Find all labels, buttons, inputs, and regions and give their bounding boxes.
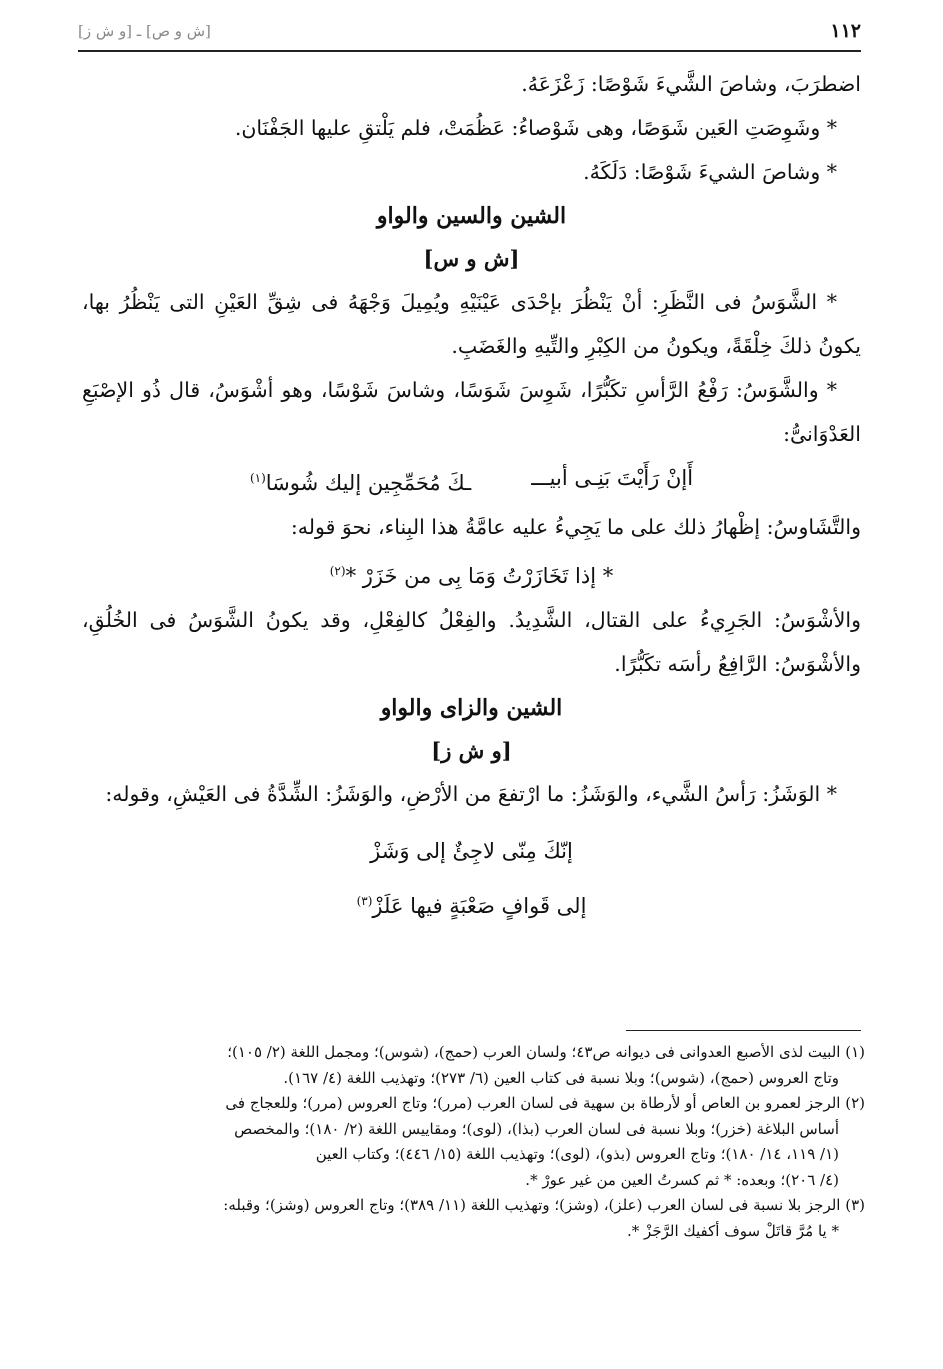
page-header [78, 14, 861, 52]
running-head: [ش و ص] ـ [و ش ز] [78, 22, 211, 40]
root-heading: [و ش ز] [431, 738, 512, 763]
verse-hemistich-right: أَإنْ رَأَيْتَ بَنِـى أبيـــ [531, 466, 694, 490]
footnote-divider [626, 1030, 861, 1031]
footnote-line: * يا مُرَّ قاتَلْ سوف أكفيك الرَّجَزْ *. [627, 1221, 839, 1240]
verse-line: إنّكَ مِنّى لاجِئٌ إلى وَشَزْ [370, 839, 573, 863]
page-number: ١١٢ [830, 20, 861, 42]
footnote-line: (٣) الرجز بلا نسبة فى لسان العرب (علز)، (وشز)؛ وتهذيب اللغة (١١/ ٣٨٩)؛ وتاج العروس (وشز)؛ وقبله: [223, 1196, 865, 1214]
verse-line: * إذا تَخَازَرْتُ وَمَا بِى من خَزَرْ *$^{(٢)}$ [329, 564, 614, 588]
footnote-marker: (٢) [329, 564, 346, 578]
footnotes [82, 1040, 865, 1244]
verse-hemistich-left: ـكَ مُحَمِّجِين إليك شُوسَا$^{(١)}$ [249, 471, 472, 495]
footnote-marker: (١) [249, 471, 266, 485]
paragraph: * وشاصَ الشيءَ شَوْصًا: دَلَكَهُ. [583, 160, 837, 184]
verse-line: إلى قَوافٍ صَعْبَةٍ فيها عَلَزْ$^{(٣)}$ [356, 894, 587, 918]
footnote-line: (٢) الرجز لعمرو بن العاص أو لأرطاة بن سهية فى لسان العرب (مرر)؛ وتاج العروس (مرر)؛ وللعجاج فى [225, 1094, 865, 1112]
footnote-line: (١) البيت لذى الأصبع العدوانى فى ديوانه ص٤٣؛ ولسان العرب (حمج)، (شوس)؛ ومجمل اللغة (٢/ ١٠٥)؛ [227, 1043, 865, 1061]
footnote-line: (١/ ١١٩، ١٤/ ١٨٠)؛ وتاج العروس (بذو)، (لوى)؛ وتهذيب اللغة (١٥/ ٤٤٦)؛ وكتاب العين [315, 1145, 839, 1163]
verse-line [82, 456, 861, 505]
paragraph: * الوَشَزُ: رَأسُ الشَّيء، والوَشَزُ: ما ارْتفعَ من الأرْضِ، والوَشَزُ: الشِّدَّةُ فى العَيْشِ، وقوله: [105, 782, 837, 806]
paragraph: * والشَّوَسُ: رَفْعُ الرَّأسِ تكَبُّرًا، شَوِسَ شَوَسًا، وشاسَ شَوْسًا، وهو أشْوَسُ، قال ذُو الإصْبَعِ العَدْوَانىُّ: [82, 378, 861, 446]
root-heading: [ش و س] [423, 246, 520, 271]
paragraph: اضطرَبَ، وشاصَ الشَّيءَ شَوْصًا: زَعْزَعَهُ. [521, 72, 861, 96]
footnote-line: أساس البلاغة (خزر)؛ وبلا نسبة فى لسان العرب (بذا)، (لوى)؛ ومقاييس اللغة (٢/ ١٨٠)؛ والمخصص [234, 1119, 839, 1138]
paragraph: والتَّشَاوسُ: إظْهارُ ذلك على ما يَجِيءُ عليه عامَّةُ هذا البِناء، نحوَ قوله: [290, 515, 861, 539]
paragraph: * وشَوِصَتِ العَين شَوَصًا، وهى شَوْصاءُ: عَظُمَتْ، فلم يَلْتقِ عليها الجَفْنَان. [234, 116, 837, 140]
paragraph: والأشْوَسُ: الجَرِيءُ على القتال، الشَّدِيدُ. والفِعْلُ كالفِعْلِ، وقد يكونُ الشَّوَسُ فى الخُلُقِ، والأشْوَسُ: الرَّافِعُ رأسَه تكَبُّرًا. [82, 608, 861, 676]
footnote-line: وتاج العروس (حمج)، (شوس)؛ وبلا نسبة فى كتاب العين (٦/ ٢٧٣)؛ وتهذيب اللغة (٤/ ١٦٧). [283, 1068, 839, 1087]
section-title: الشين والسين والواو [376, 203, 567, 229]
footnote-line: (٤/ ٢٠٦)؛ وبعده: * ثم كسرتُ العين من غير عورْ *. [525, 1170, 839, 1189]
paragraph: * الشَّوَسُ فى النَّظَرِ: أنْ يَنْظُرَ بإحْدَى عَيْنَيْهِ ويُمِيلَ وَجْهَهُ فى شِقِّ العَيْنِ التى يَنْظُرُ بها، يكونُ ذلكَ خِلْقَةً، ويكونُ من الكِبْرِ والتِّيهِ والغَضَبِ. [82, 290, 861, 358]
footnote-marker: (٣) [356, 894, 373, 908]
main-text [82, 62, 861, 931]
section-title: الشين والزاى والواو [380, 695, 563, 721]
